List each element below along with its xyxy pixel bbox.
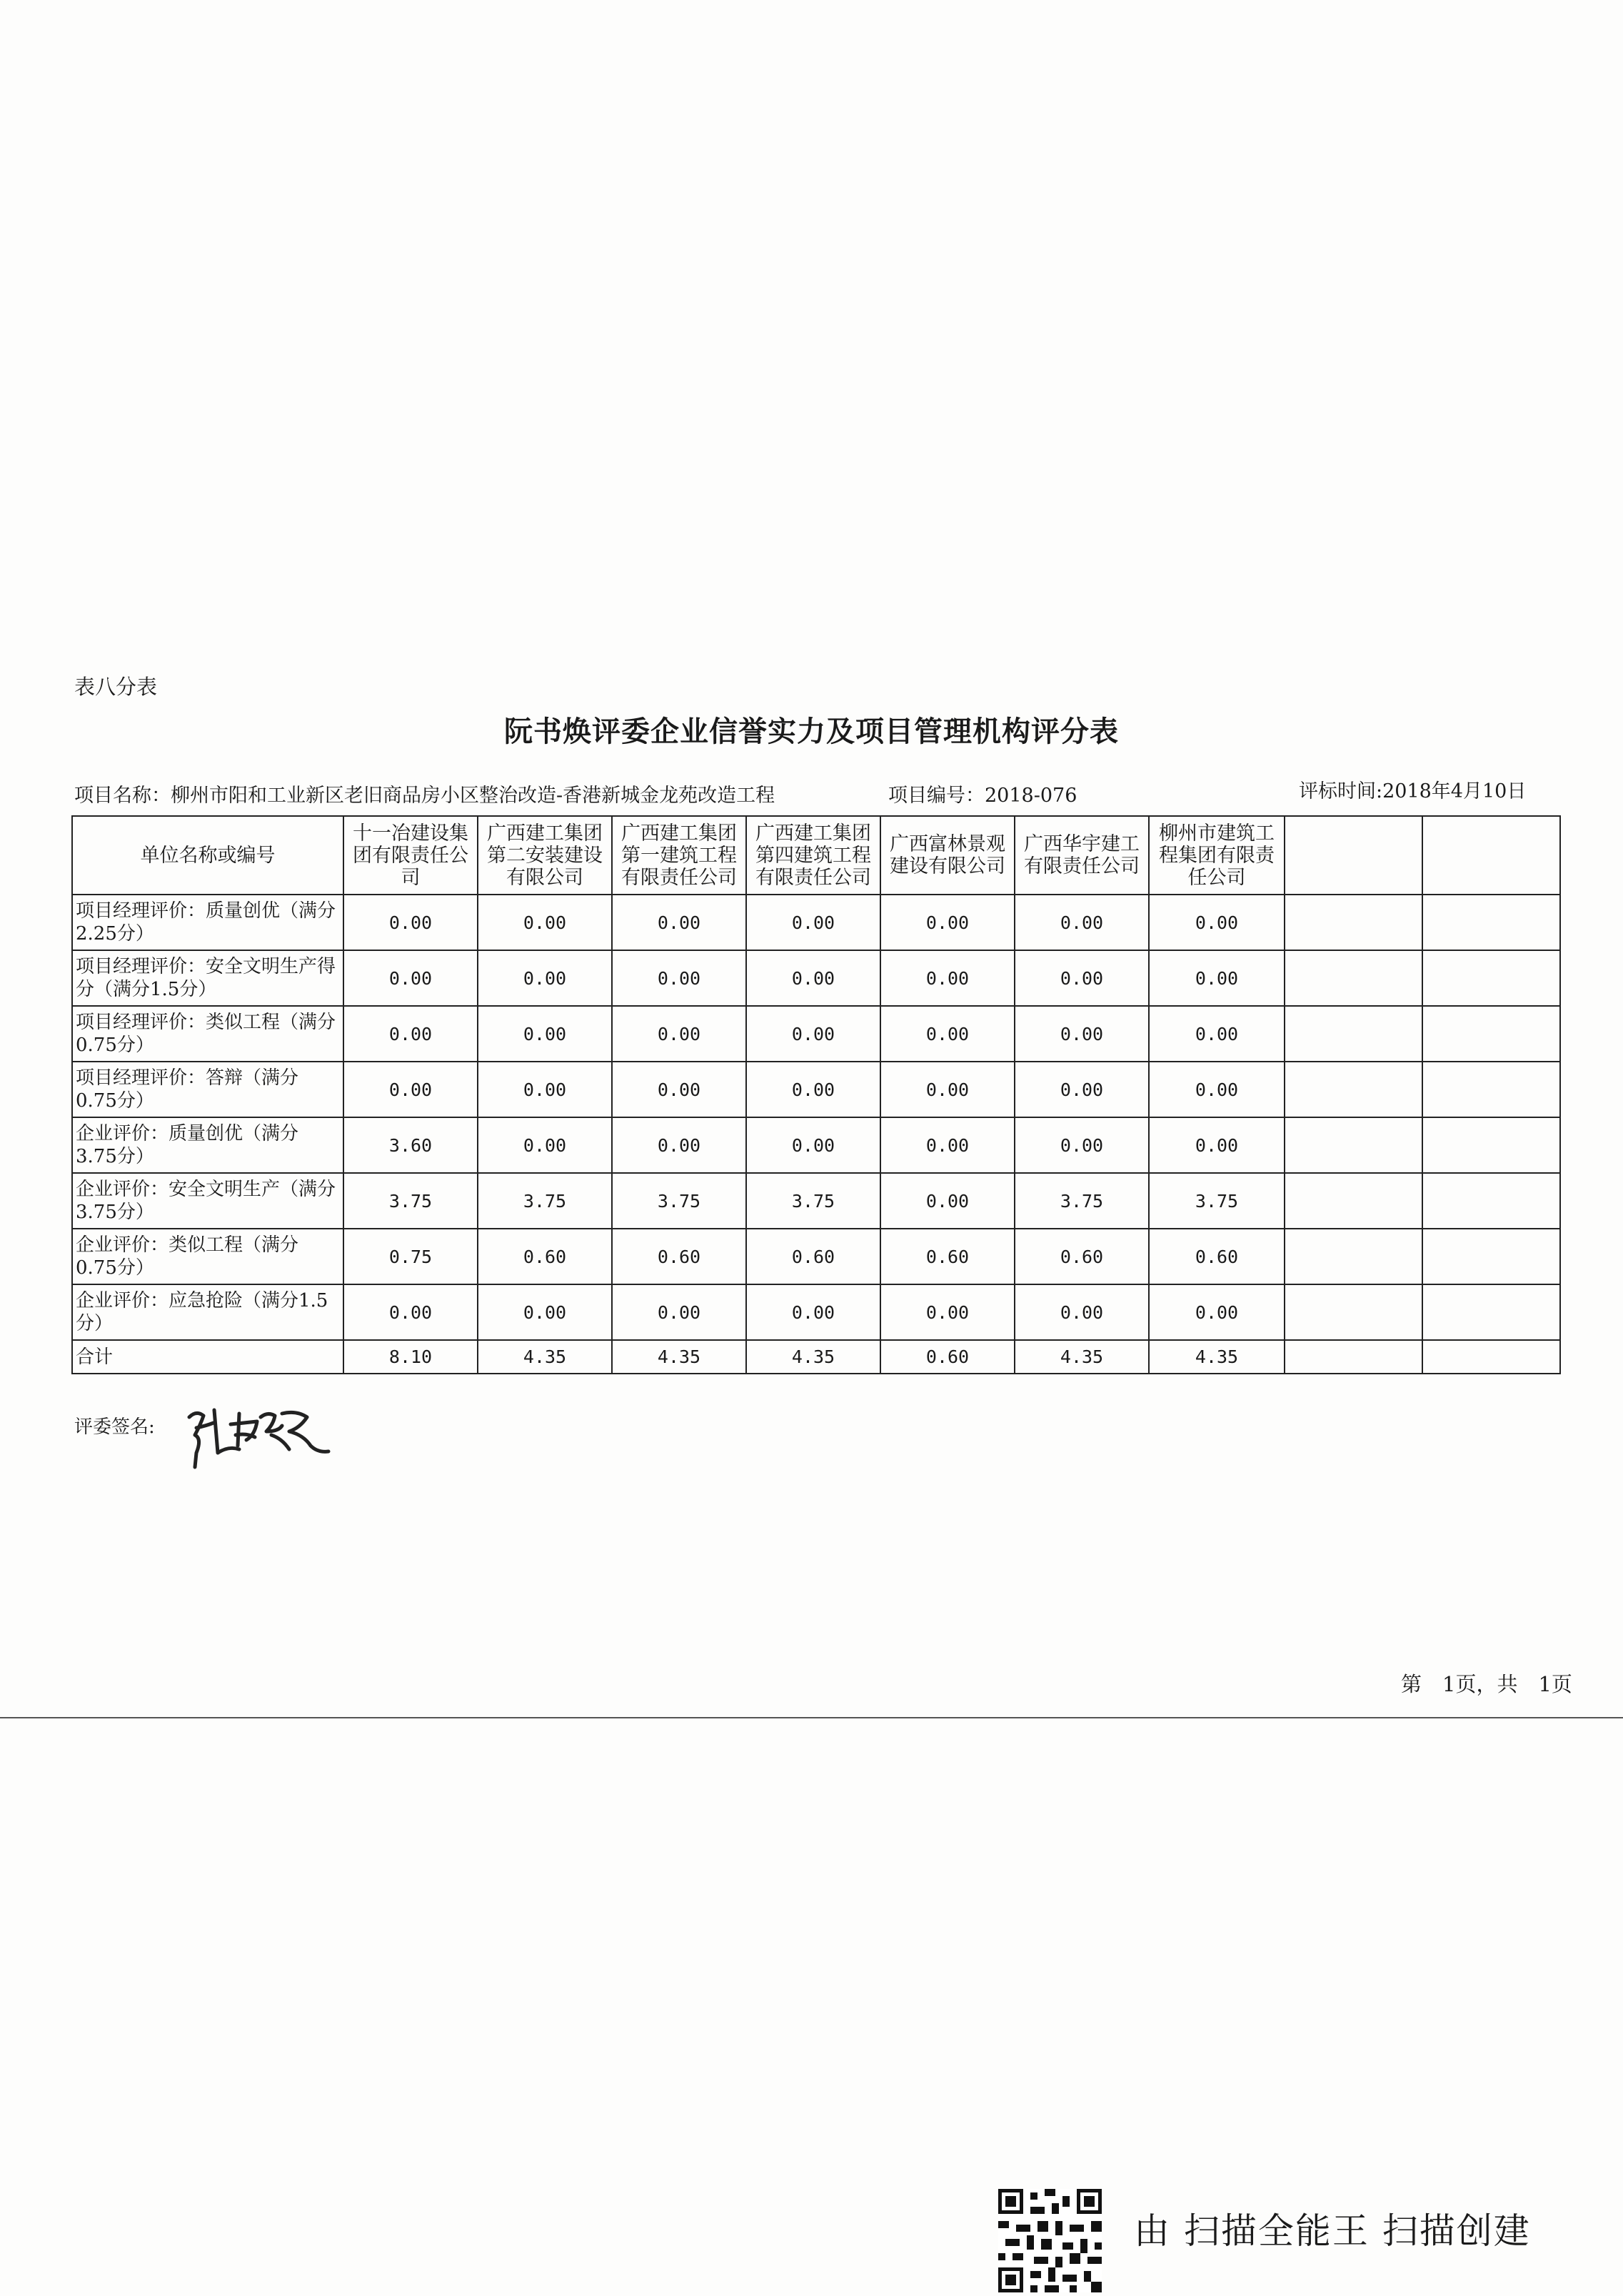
table-row [72,1062,1560,1117]
company-header: 广西华宇建工有限责任公司 [1015,816,1149,895]
company-header: 柳州市建筑工程集团有限责任公司 [1149,816,1285,895]
table-row [72,1117,1560,1173]
score-cell: 0.60 [1149,1229,1285,1284]
total-cell: 4.35 [746,1340,880,1374]
score-cell: 0.00 [880,1006,1015,1062]
score-cell: 0.00 [746,1117,880,1173]
company-header: 广西建工集团第二安装建设有限公司 [478,816,612,895]
score-cell: 0.00 [343,1006,478,1062]
score-cell [1422,1117,1560,1173]
score-cell: 3.75 [612,1173,746,1229]
handwritten-signature [175,1396,339,1474]
score-cell: 0.00 [746,1006,880,1062]
criterion-label: 项目经理评价：答辩（满分0.75分） [72,1062,343,1117]
score-cell: 0.00 [1015,1006,1149,1062]
sheet-label: 表八分表 [74,675,158,699]
page-number: 第 1页，共 1页 [1401,1672,1572,1696]
score-cell [1422,1229,1560,1284]
score-cell [1422,895,1560,950]
score-cell [1422,1062,1560,1117]
header-row [72,816,1560,895]
score-cell: 0.00 [746,1284,880,1340]
table-row [72,1173,1560,1229]
document-title: 阮书焕评委企业信誉实力及项目管理机构评分表 [504,715,1119,748]
table-row [72,950,1560,1006]
score-cell: 0.00 [1015,1117,1149,1173]
score-cell: 0.00 [880,1173,1015,1229]
score-cell: 0.00 [343,895,478,950]
company-header [1285,816,1422,895]
total-cell: 4.35 [1149,1340,1285,1374]
criterion-label: 项目经理评价：安全文明生产得分（满分1.5分） [72,950,343,1006]
table-row [72,895,1560,950]
score-cell [1422,1006,1560,1062]
score-cell [1285,950,1422,1006]
score-cell: 0.00 [1015,950,1149,1006]
company-header: 广西建工集团第一建筑工程有限责任公司 [612,816,746,895]
score-cell: 0.00 [343,1062,478,1117]
qr-code-icon [998,2189,1102,2292]
score-cell: 0.00 [612,1117,746,1173]
score-cell: 0.60 [880,1229,1015,1284]
score-cell: 0.00 [478,895,612,950]
score-cell: 0.00 [746,1062,880,1117]
score-cell: 0.00 [880,1284,1015,1340]
signature-label: 评委签名: [74,1416,155,1438]
project-number: 项目编号：2018-076 [888,785,1077,807]
total-cell [1285,1340,1422,1374]
score-cell: 0.00 [880,1117,1015,1173]
score-cell: 0.00 [612,895,746,950]
score-cell: 0.00 [880,895,1015,950]
score-cell: 0.00 [1015,1062,1149,1117]
total-cell: 0.60 [880,1340,1015,1374]
score-cell: 0.00 [1149,1006,1285,1062]
score-cell: 0.00 [343,1284,478,1340]
table-row [72,1284,1560,1340]
score-cell: 0.75 [343,1229,478,1284]
criterion-label: 项目经理评价：类似工程（满分0.75分） [72,1006,343,1062]
score-cell: 0.60 [746,1229,880,1284]
score-cell: 0.00 [478,1062,612,1117]
score-cell: 0.00 [1149,1117,1285,1173]
total-cell: 4.35 [1015,1340,1149,1374]
score-cell [1422,1173,1560,1229]
score-cell: 0.00 [1149,950,1285,1006]
total-row [72,1340,1560,1374]
company-header [1422,816,1560,895]
score-cell: 0.00 [612,950,746,1006]
company-header: 广西建工集团第四建筑工程有限责任公司 [746,816,880,895]
header-label: 单位名称或编号 [72,816,343,895]
criterion-label: 企业评价：质量创优（满分3.75分） [72,1117,343,1173]
criterion-label: 项目经理评价：质量创优（满分2.25分） [72,895,343,950]
score-cell: 0.00 [478,950,612,1006]
score-cell: 0.00 [880,950,1015,1006]
total-cell: 4.35 [478,1340,612,1374]
score-cell: 0.00 [612,1284,746,1340]
score-cell: 0.00 [1149,895,1285,950]
score-cell: 0.60 [478,1229,612,1284]
score-cell: 0.60 [1015,1229,1149,1284]
project-name: 项目名称：柳州市阳和工业新区老旧商品房小区整治改造-香港新城金龙苑改造工程 [74,785,775,807]
total-label: 合计 [72,1340,343,1374]
score-cell: 0.00 [478,1006,612,1062]
score-cell: 0.00 [343,950,478,1006]
criterion-label: 企业评价：安全文明生产（满分3.75分） [72,1173,343,1229]
score-cell [1285,1284,1422,1340]
meta-row [74,780,1527,808]
score-cell: 3.75 [343,1173,478,1229]
table-row [72,1229,1560,1284]
scanner-watermark-text: 由 扫描全能王 扫描创建 [1134,2210,1531,2252]
score-cell: 0.00 [1015,895,1149,950]
score-cell: 0.00 [746,950,880,1006]
criterion-label: 企业评价：应急抢险（满分1.5分） [72,1284,343,1340]
score-cell [1422,950,1560,1006]
score-cell: 0.00 [1015,1284,1149,1340]
score-cell: 3.75 [1015,1173,1149,1229]
table-row [72,1006,1560,1062]
evaluation-time: 评标时间:2018年4月10日 [1299,780,1527,802]
company-header: 广西富林景观建设有限公司 [880,816,1015,895]
total-cell: 4.35 [612,1340,746,1374]
score-cell: 0.00 [1149,1284,1285,1340]
criterion-label: 企业评价：类似工程（满分0.75分） [72,1229,343,1284]
score-cell [1285,1062,1422,1117]
company-header: 十一冶建设集团有限责任公司 [343,816,478,895]
score-cell: 3.60 [343,1117,478,1173]
score-cell: 3.75 [1149,1173,1285,1229]
page-divider [0,1717,1623,1718]
score-cell [1285,895,1422,950]
score-cell [1285,1173,1422,1229]
score-cell: 0.00 [478,1117,612,1173]
score-cell: 0.00 [1149,1062,1285,1117]
score-cell: 3.75 [478,1173,612,1229]
score-cell: 0.60 [612,1229,746,1284]
score-cell: 0.00 [612,1006,746,1062]
score-cell [1422,1284,1560,1340]
score-cell [1285,1229,1422,1284]
score-cell: 0.00 [478,1284,612,1340]
score-cell: 0.00 [746,895,880,950]
score-cell: 0.00 [612,1062,746,1117]
score-cell: 0.00 [880,1062,1015,1117]
score-cell [1285,1117,1422,1173]
total-cell: 8.10 [343,1340,478,1374]
score-cell [1285,1006,1422,1062]
total-cell [1422,1340,1560,1374]
score-table [71,815,1561,1374]
score-cell: 3.75 [746,1173,880,1229]
